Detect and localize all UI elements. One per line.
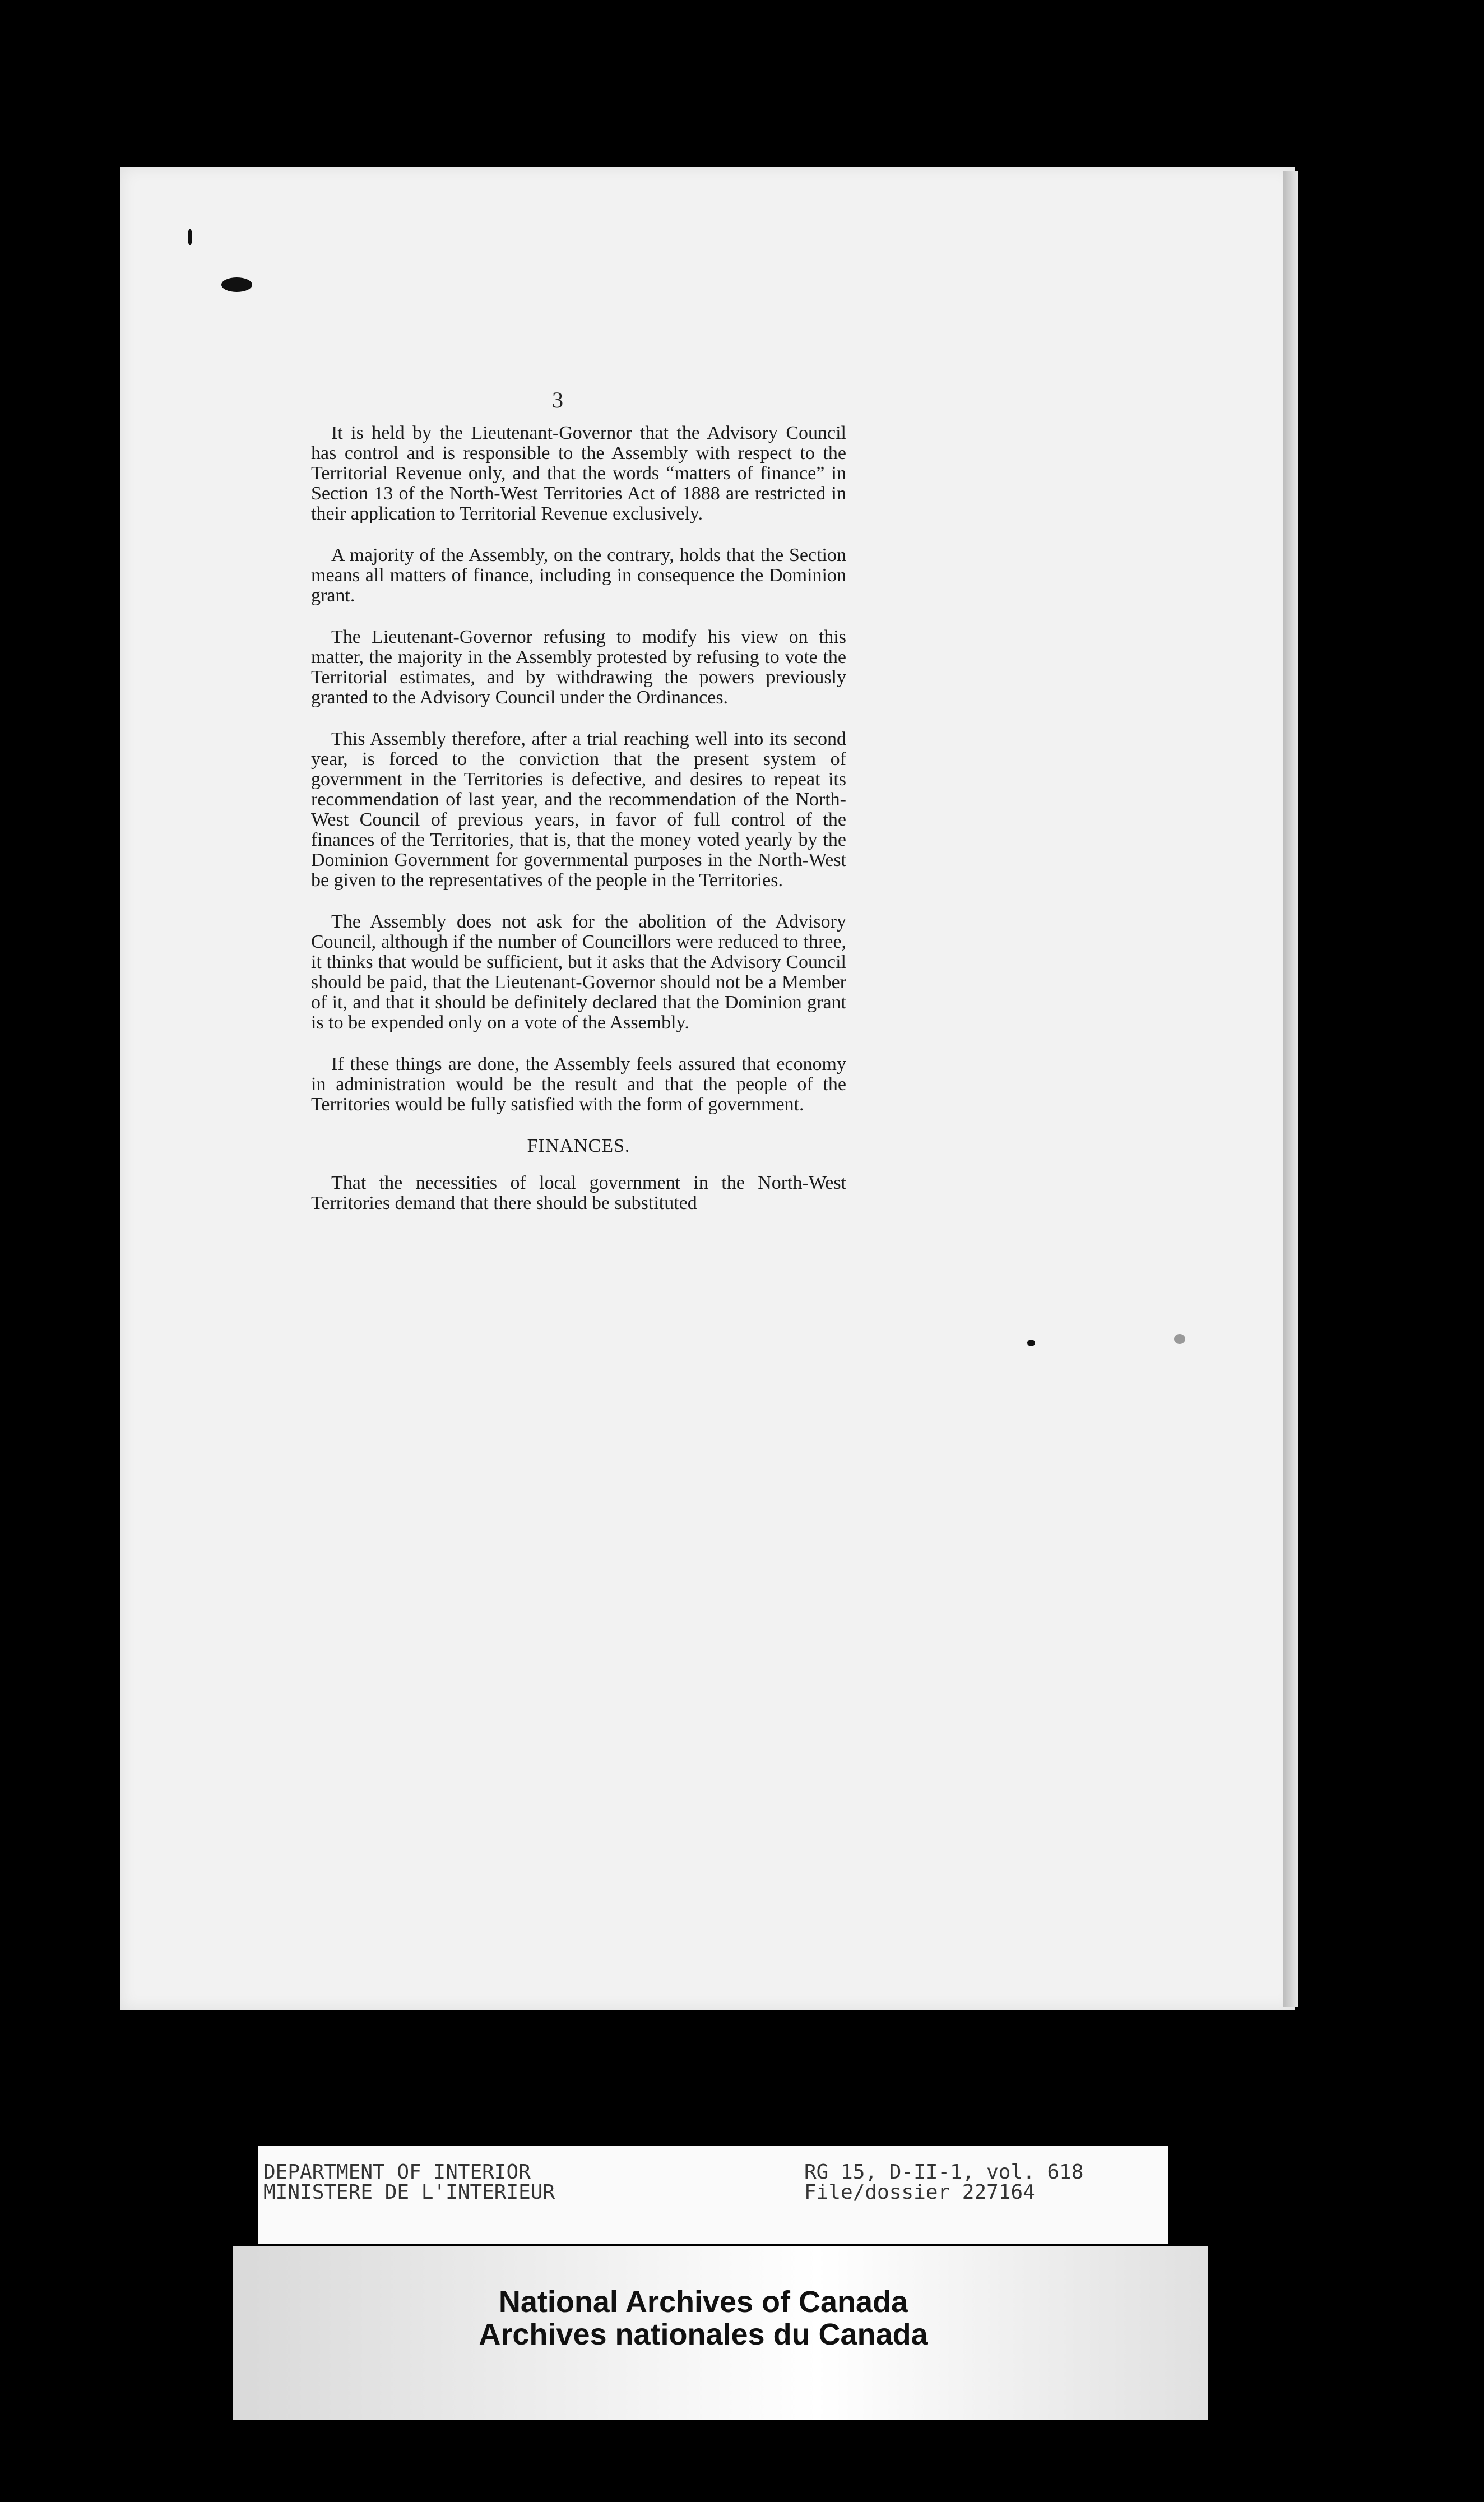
paragraph-4: This Assembly therefore, after a trial reaching well into its second year, is forced to the conviction that the present system of government in the Territories is defective, and desires to repeat its recommendation of last year, and the recommendation of the North-West Council of previous years, in favor of full control of the finances of the Territories, that is, that the money voted yearly by the Dominion Government for governmental purposes in the North-West be given to the representatives of the people in the Territories. — [311, 729, 846, 891]
archives-name-french: Archives nationales du Canada — [479, 2318, 928, 2351]
paragraph-1: It is held by the Lieutenant-Governor that the Advisory Council has control and is responsible to the Assembly with respect to the Territorial Revenue only, and that the words “matters of finance” in Section 13 of the North-West Territories Act of 1888 are restricted in their application to Territorial Revenue exclusively. — [311, 423, 846, 524]
paragraph-5: The Assembly does not ask for the abolition of the Advisory Council, although if the number of Councillors were reduced to three, it thinks that would be sufficient, but it asks that the Advisory Council should be paid, that the Lieutenant-Governor should not be a Member of it, and that it should be definitely declared that the Dominion grant is to be expended only on a vote of the Assembly. — [311, 911, 846, 1033]
file-number: File/dossier 227164 — [804, 2181, 1035, 2204]
paragraph-2: A majority of the Assembly, on the contrary, holds that the Section means all matters of finance, including in consequence the Dominion grant. — [311, 545, 846, 606]
department-label — [263, 2162, 555, 2203]
file-reference — [804, 2162, 1084, 2203]
archives-banner — [233, 2246, 1208, 2420]
record-group: RG 15, D-II-1, vol. 618 — [804, 2161, 1084, 2184]
archives-name-english: National Archives of Canada — [498, 2285, 908, 2319]
page-number: 3 — [552, 387, 563, 413]
paragraph-6: If these things are done, the Assembly feels assured that economy in administration would be the result and that the people of the Territories would be fully satisfied with the form of government. — [311, 1054, 846, 1115]
paragraph-7: That the necessities of local government in the North-West Territories demand that there should be substituted — [311, 1173, 846, 1213]
page-edge — [1283, 171, 1298, 2007]
document-body — [311, 423, 846, 1235]
section-heading: FINANCES. — [527, 1136, 630, 1156]
speck-mark — [221, 277, 252, 292]
archive-reference-label — [258, 2146, 1168, 2244]
paragraph-3: The Lieutenant-Governor refusing to modify his view on this matter, the majority in the Assembly protested by refusing to vote the Territorial estimates, and by withdrawing the powers previously granted to the Advisory Council under the Ordinances. — [311, 627, 846, 708]
speck-mark — [188, 229, 192, 245]
speck-mark — [1027, 1340, 1035, 1346]
department-french: MINISTERE DE L'INTERIEUR — [263, 2181, 555, 2204]
department-english: DEPARTMENT OF INTERIOR — [263, 2161, 531, 2184]
speck-mark — [1174, 1334, 1185, 1344]
